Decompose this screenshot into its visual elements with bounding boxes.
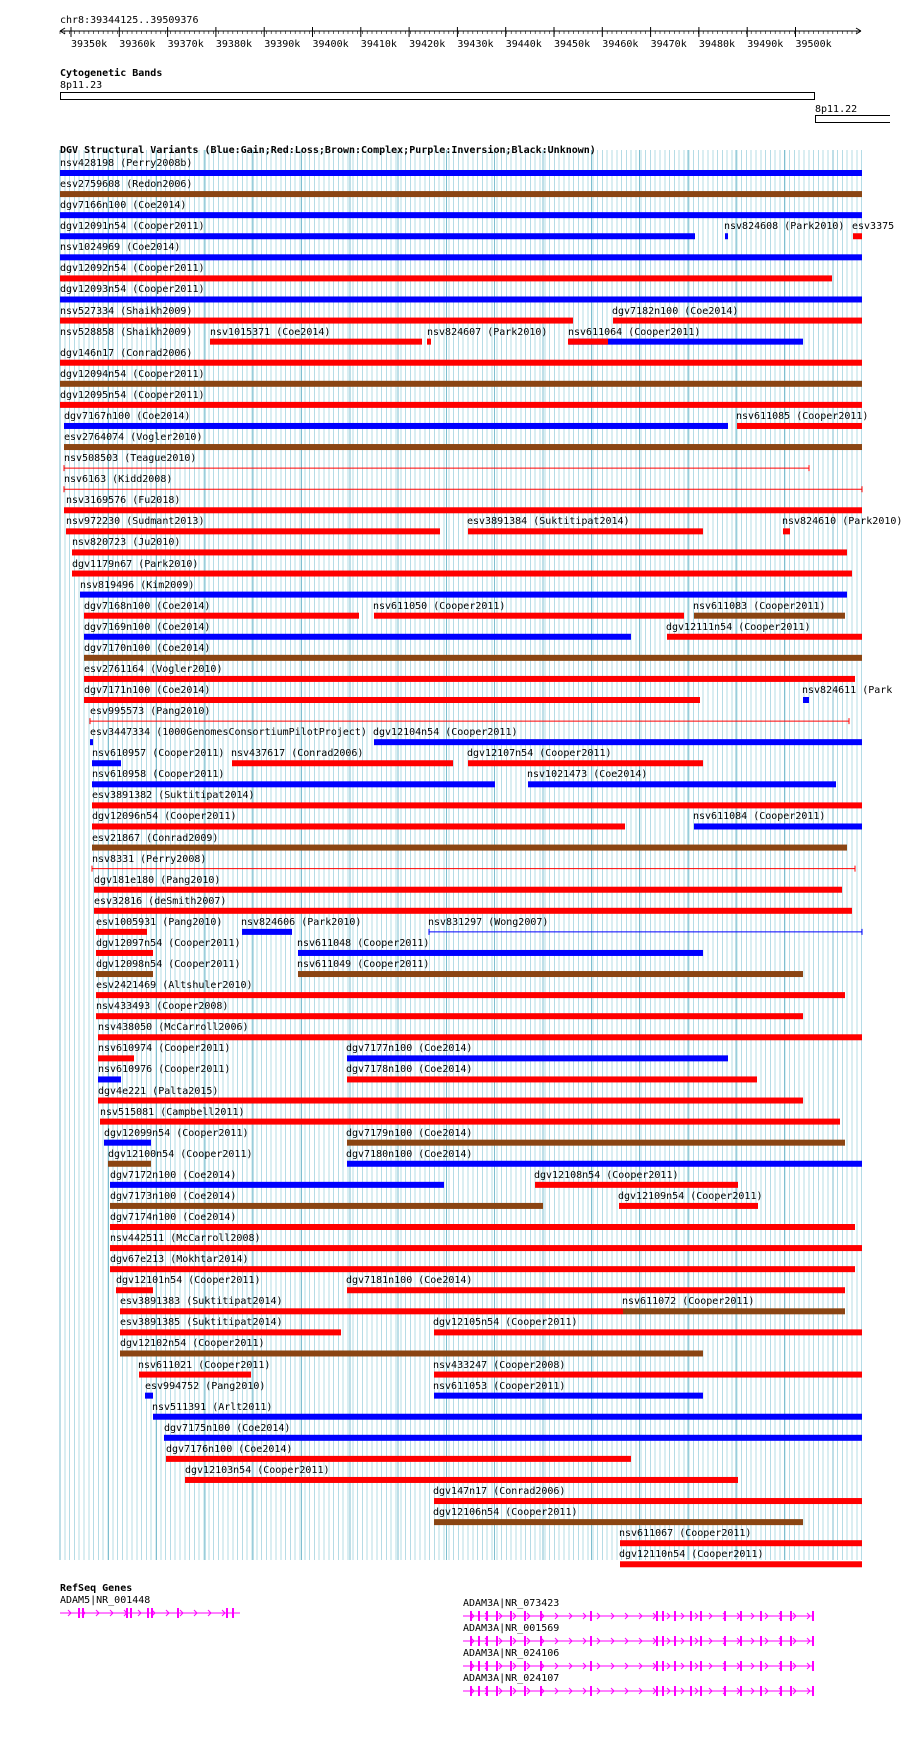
variant-label: nsv610974 (Cooper2011) — [98, 1043, 231, 1055]
variant-label: dgv4e221 (Palta2015) — [98, 1085, 219, 1097]
variant-label: nsv611072 (Cooper2011) — [622, 1296, 755, 1308]
variant-label: nsv8331 (Perry2008) — [92, 853, 207, 865]
ruler-tick-label: 39390k — [264, 39, 301, 50]
variant-label: dgv12098n54 (Cooper2011) — [96, 959, 241, 971]
variant-label: nsv438050 (McCarroll2006) — [98, 1022, 249, 1034]
variant-label: dgv147n17 (Conrad2006) — [433, 1486, 566, 1498]
variant-label: dgv12091n54 (Cooper2011) — [60, 221, 205, 233]
variant-label: esv3375 — [852, 221, 895, 233]
variant-label: dgv12107n54 (Cooper2011) — [467, 748, 612, 760]
variant-label: esv1005931 (Pang2010) — [96, 916, 223, 928]
variant-label: dgv12102n54 (Cooper2011) — [120, 1338, 265, 1350]
variant-label: nsv511391 (Arlt2011) — [152, 1401, 273, 1413]
variant-label: dgv7168n100 (Coe2014) — [84, 600, 211, 612]
ruler-tick-label: 39440k — [505, 39, 542, 50]
variant-label: nsv611085 (Cooper2011) — [736, 410, 869, 422]
gene-label: ADAM3A|NR_001569 — [463, 1623, 560, 1634]
variant-label: esv32816 (deSmith2007) — [94, 895, 227, 907]
variant-label: dgv12097n54 (Cooper2011) — [96, 937, 241, 949]
variant-label: nsv611021 (Cooper2011) — [138, 1359, 271, 1371]
ruler-tick-label: 39490k — [747, 39, 784, 50]
variant-label: nsv610976 (Cooper2011) — [98, 1064, 231, 1076]
ruler-tick-label: 39430k — [457, 39, 494, 50]
variant-label: esv2759608 (Redon2006) — [60, 179, 193, 191]
variant-label: esv2761164 (Vogler2010) — [84, 663, 223, 675]
variant-label: nsv611084 (Cooper2011) — [693, 811, 826, 823]
variant-label: nsv824608 (Park2010) — [724, 221, 845, 233]
variant-label: dgv12105n54 (Cooper2011) — [433, 1317, 578, 1329]
variant-label: dgv12106n54 (Cooper2011) — [433, 1507, 578, 1519]
ruler-tick-label: 39450k — [554, 39, 591, 50]
variant-label: nsv1021473 (Coe2014) — [527, 769, 648, 781]
variant-label: nsv820723 (Ju2010) — [72, 537, 181, 549]
refseq-track-title: RefSeq Genes — [60, 1583, 133, 1594]
variant-label: dgv7177n100 (Coe2014) — [346, 1043, 473, 1055]
variant-label: nsv824606 (Park2010) — [241, 916, 362, 928]
variant-label: dgv7180n100 (Coe2014) — [346, 1148, 473, 1160]
variant-label: dgv12100n54 (Cooper2011) — [108, 1148, 253, 1160]
ruler-tick-label: 39420k — [409, 39, 446, 50]
variant-label: nsv433247 (Cooper2008) — [433, 1359, 566, 1371]
variant-label: nsv527334 (Shaikh2009) — [60, 305, 193, 317]
variant-label: dgv12096n54 (Cooper2011) — [92, 811, 237, 823]
variant-label: dgv12111n54 (Cooper2011) — [666, 621, 811, 633]
ruler-tick-label: 39480k — [698, 39, 736, 50]
ruler-tick-label: 39350k — [71, 39, 108, 50]
variant-label: dgv7179n100 (Coe2014) — [346, 1127, 473, 1139]
cyto-title: Cytogenetic Bands — [60, 68, 163, 79]
variant-label: nsv515081 (Campbell2011) — [100, 1106, 245, 1118]
variant-label: esv21867 (Conrad2009) — [92, 832, 219, 844]
variant-label: nsv433493 (Cooper2008) — [96, 1001, 229, 1013]
variant-label: esv3891383 (Suktitipat2014) — [120, 1296, 283, 1308]
variant-label: nsv437617 (Conrad2006) — [231, 748, 364, 760]
variant-label: nsv831297 (Wong2007) — [428, 916, 549, 928]
variant-label: esv3447334 (1000GenomesConsortiumPilotProject) — [90, 727, 367, 739]
variant-label: dgv7174n100 (Coe2014) — [110, 1212, 237, 1223]
variant-label: esv994752 (Pang2010) — [145, 1380, 266, 1392]
variant-label: esv2764074 (Vogler2010) — [64, 432, 203, 444]
gene-label: ADAM3A|NR_024107 — [463, 1673, 560, 1684]
variant-label: dgv12095n54 (Cooper2011) — [60, 389, 205, 401]
variant-label: dgv7182n100 (Coe2014) — [612, 305, 739, 317]
ruler-tick-label: 39460k — [602, 39, 639, 50]
variant-label: nsv528858 (Shaikh2009) — [60, 326, 193, 338]
variant-label: nsv3169576 (Fu2018) — [66, 495, 181, 507]
ruler-tick-label: 39380k — [215, 39, 253, 50]
variant-label: nsv610958 (Cooper2011) — [92, 769, 225, 781]
ruler-tick-label: 39370k — [167, 39, 204, 50]
ruler-tick-label: 39410k — [360, 39, 397, 50]
variant-label: nsv611067 (Cooper2011) — [619, 1528, 752, 1540]
variant-label: nsv611053 (Cooper2011) — [433, 1380, 566, 1392]
variant-label: dgv181e180 (Pang2010) — [94, 874, 221, 886]
variant-label: nsv824607 (Park2010) — [427, 326, 548, 338]
variant-label: esv3891385 (Suktitipat2014) — [120, 1317, 283, 1329]
variant-label: dgv12109n54 (Cooper2011) — [618, 1190, 763, 1202]
variant-label: dgv12093n54 (Cooper2011) — [60, 284, 205, 296]
gene-label: ADAM3A|NR_073423 — [463, 1598, 560, 1609]
variant-label: dgv12110n54 (Cooper2011) — [619, 1549, 764, 1561]
ruler-tick-label: 39500k — [795, 39, 832, 50]
variant-label: dgv1179n67 (Park2010) — [72, 558, 199, 570]
variant-label: dgv7176n100 (Coe2014) — [166, 1443, 293, 1455]
variant-label: dgv12099n54 (Cooper2011) — [104, 1127, 249, 1139]
variant-label: nsv611064 (Cooper2011) — [568, 326, 701, 338]
variant-label: dgv67e213 (Mokhtar2014) — [110, 1254, 249, 1266]
variant-label: nsv611049 (Cooper2011) — [297, 959, 430, 971]
variant-label: dgv12094n54 (Cooper2011) — [60, 368, 205, 380]
variant-label: esv3891384 (Suktitipat2014) — [467, 516, 630, 528]
variant-label: nsv6163 (Kidd2008) — [64, 474, 173, 486]
variant-label: dgv7178n100 (Coe2014) — [346, 1064, 473, 1076]
variant-label: esv2421469 (Altshuler2010) — [96, 980, 253, 992]
variant-label: nsv611048 (Cooper2011) — [297, 937, 430, 949]
variant-label: nsv428198 (Perry2008b) — [60, 158, 193, 169]
gene-label: ADAM5|NR_001448 — [60, 1595, 151, 1606]
variant-label: esv3891382 (Suktitipat2014) — [92, 790, 255, 802]
variant-label: dgv12104n54 (Cooper2011) — [373, 727, 518, 739]
dgv-track-title: DGV Structural Variants (Blue:Gain;Red:Loss;Brown:Complex;Purple:Inversion;Black:Unknown) — [60, 145, 596, 156]
variant-label: nsv610957 (Cooper2011) — [92, 748, 225, 760]
cyto-band-label: 8p11.23 — [60, 80, 103, 91]
cyto-band-label: 8p11.22 — [815, 104, 858, 115]
variant-label: dgv7173n100 (Coe2014) — [110, 1190, 237, 1202]
variant-label: dgv7172n100 (Coe2014) — [110, 1169, 237, 1181]
variant-label: nsv824611 (Park — [802, 685, 893, 696]
ruler-tick-label: 39400k — [312, 39, 349, 50]
gene-label: ADAM3A|NR_024106 — [463, 1648, 560, 1659]
variant-label: dgv7170n100 (Coe2014) — [84, 642, 211, 654]
variant-label: dgv7175n100 (Coe2014) — [164, 1422, 291, 1434]
variant-label: dgv12108n54 (Cooper2011) — [534, 1169, 679, 1181]
variant-label: nsv508503 (Teague2010) — [64, 453, 197, 465]
variant-label: nsv442511 (McCarroll2008) — [110, 1233, 261, 1245]
variant-label: nsv1024969 (Coe2014) — [60, 242, 181, 254]
variant-label: dgv12092n54 (Cooper2011) — [60, 263, 205, 275]
variant-label: nsv611050 (Cooper2011) — [373, 600, 506, 612]
variant-label: esv995573 (Pang2010) — [90, 706, 211, 718]
variant-label: nsv1015371 (Coe2014) — [210, 326, 331, 338]
variant-label: dgv146n17 (Conrad2006) — [60, 347, 193, 359]
variant-label: dgv7171n100 (Coe2014) — [84, 685, 211, 696]
variant-label: dgv7169n100 (Coe2014) — [84, 621, 211, 633]
variant-label: dgv7167n100 (Coe2014) — [64, 410, 191, 422]
variant-label: dgv7166n100 (Coe2014) — [60, 200, 187, 212]
ruler-label: chr8:39344125..39509376 — [60, 15, 199, 26]
ruler-tick-label: 39360k — [119, 39, 156, 50]
variant-label: nsv819496 (Kim2009) — [80, 579, 195, 591]
ruler-tick-label: 39470k — [650, 39, 687, 50]
variant-label: nsv972230 (Sudmant2013) — [66, 516, 205, 528]
variant-label: dgv7181n100 (Coe2014) — [346, 1275, 473, 1287]
variant-label: dgv12103n54 (Cooper2011) — [185, 1464, 330, 1476]
variant-label: nsv824610 (Park2010) — [782, 516, 902, 528]
variant-label: dgv12101n54 (Cooper2011) — [116, 1275, 261, 1287]
variant-label: nsv611083 (Cooper2011) — [693, 600, 826, 612]
